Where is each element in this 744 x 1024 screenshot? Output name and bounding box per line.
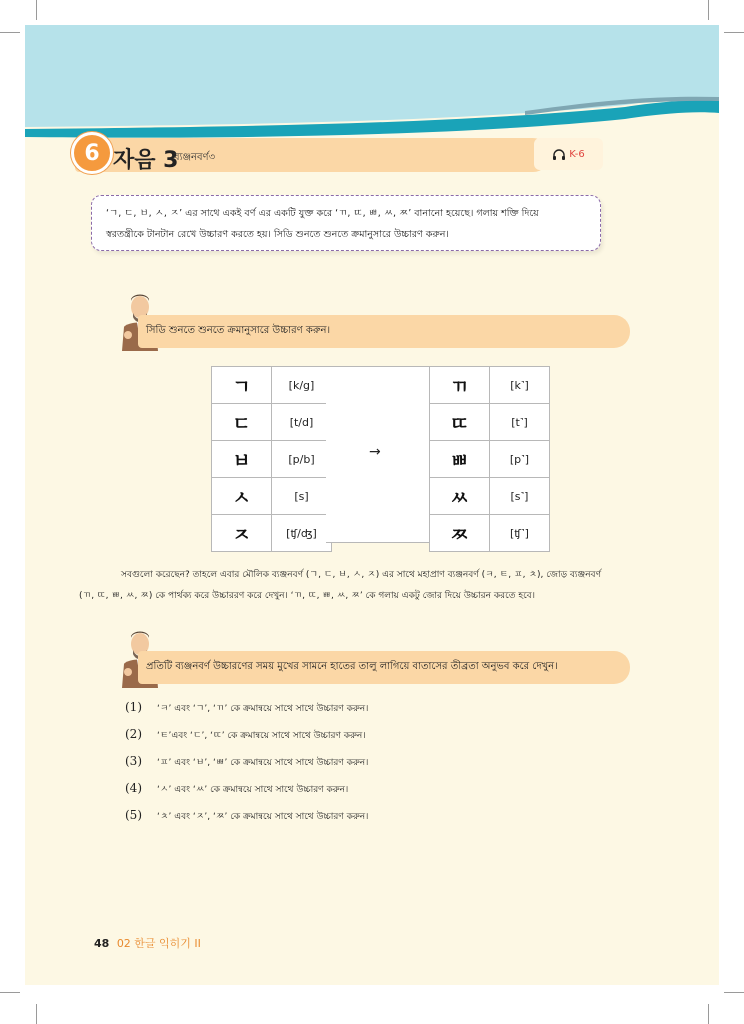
- crop-mark: [36, 0, 37, 20]
- header-wave: [25, 91, 719, 141]
- list-item: [125, 754, 625, 781]
- table-row: [212, 404, 332, 441]
- crop-mark: [724, 992, 744, 993]
- exercise-text: ‘ㅋ’ এবং ‘ㄱ’, ‘ㄲ’ কে ক্রমান্বয়ে সাথে সাথে উচ্চারণ করুন।: [157, 704, 369, 714]
- chapter-label: 02 한글 익히기 II: [116, 937, 201, 950]
- tense-consonant-table: [429, 366, 550, 552]
- consonant-cell: ㄲ: [430, 367, 490, 404]
- list-item: [125, 808, 625, 835]
- consonant-cell: ㅂ: [212, 441, 272, 478]
- consonant-cell: ㅆ: [430, 478, 490, 515]
- page-footer: [94, 935, 201, 951]
- exercise-list: [125, 700, 625, 835]
- consonant-cell: ㄸ: [430, 404, 490, 441]
- exercise-number: (3): [125, 754, 142, 768]
- phonetic-cell: [ʧ˺]: [490, 515, 550, 552]
- exercise-text: ‘ㅊ’ এবং ‘ㅈ’, ‘ㅉ’ কে ক্রমান্বয়ে সাথে সাথে উচ্চারণ করুন।: [157, 812, 369, 822]
- exercise-number: (2): [125, 727, 142, 741]
- phonetic-cell: [ʧ/ʤ]: [272, 515, 332, 552]
- phonetic-cell: [s˺]: [490, 478, 550, 515]
- instruction-text: সিডি শুনতে শুনতে ক্রমানুসারে উচ্চারণ করুন।: [146, 325, 331, 336]
- instruction-text: প্রতিটি ব্যঞ্জনবর্ণ উচ্চারণের সময় মুখের সামনে হাতের তালু লাগিয়ে বাতাসের তীব্রতা অনুভব করে দেখুন।: [146, 661, 558, 672]
- page-number: 48: [94, 937, 110, 950]
- consonant-cell: ㅉ: [430, 515, 490, 552]
- exercise-text: ‘ㅍ’ এবং ‘ㅂ’, ‘ㅃ’ কে ক্রমান্বয়ে সাথে সাথে উচ্চারণ করুন।: [157, 758, 369, 768]
- crop-mark: [0, 32, 20, 33]
- phonetic-cell: [k/g]: [272, 367, 332, 404]
- table-row: [212, 441, 332, 478]
- consonant-cell: ㄱ: [212, 367, 272, 404]
- phonetic-cell: [p/b]: [272, 441, 332, 478]
- instruction-bar: [138, 315, 630, 348]
- table-row: [430, 515, 550, 552]
- explanation-paragraph: [79, 565, 606, 607]
- headphones-icon: [552, 148, 566, 160]
- exercise-number: (5): [125, 808, 142, 822]
- table-row: [212, 367, 332, 404]
- section-subtitle: ব্যঞ্জনবর্ণ৩: [174, 152, 216, 163]
- section-title: 자음 3: [113, 148, 179, 173]
- intro-line: স্বরতন্ত্রীকে টানটান রেখে উচ্চারণ করতে হয়। সিডি শুনতে শুনতে ক্রমানুসারে উচ্চারণ করুন।: [106, 229, 449, 240]
- paragraph-line: সবগুলো করেছেন? তাহলে এবার মৌলিক ব্যঞ্জনবর্ণ (ㄱ, ㄷ, ㅂ, ㅅ, ㅈ) এর সাথে মহাপ্রাণ ব্যঞ্জনবর্ণ (ㅋ, ㅌ, ㅍ, ㅊ), জোড় ব্যঞ্জনবর্ণ: [121, 570, 602, 580]
- list-item: [125, 700, 625, 727]
- phonetic-cell: [p˺]: [490, 441, 550, 478]
- table-row: [430, 367, 550, 404]
- crop-mark: [708, 0, 709, 20]
- audio-track-label: K-6: [569, 148, 585, 160]
- instruction-bar: [138, 651, 630, 684]
- table-row: [430, 478, 550, 515]
- audio-track-tag[interactable]: [534, 138, 603, 170]
- crop-mark: [724, 32, 744, 33]
- table-row: [212, 515, 332, 552]
- paragraph-line: (ㄲ, ㄸ, ㅃ, ㅆ, ㅉ) কে পার্থক্য করে উচ্চাররণ করে দেখুন। ‘ㄲ, ㄸ, ㅃ, ㅆ, ㅉ’ কে গলায় একটু জোর দিয়ে উচ্চারন করতে হবে।: [79, 591, 535, 601]
- crop-mark: [0, 992, 20, 993]
- phonetic-cell: [k˺]: [490, 367, 550, 404]
- crop-mark: [708, 1004, 709, 1024]
- basic-consonant-table: [211, 366, 332, 552]
- intro-box: [91, 195, 601, 251]
- table-row: [212, 478, 332, 515]
- consonant-cell: ㄷ: [212, 404, 272, 441]
- exercise-text: ‘ㅌ’এবং ‘ㄷ’, ‘ㄸ’ কে ক্রমান্বয়ে সাথে সাথে উচ্চারণ করুন।: [157, 731, 366, 741]
- section-number: 6: [71, 132, 113, 174]
- list-item: [125, 727, 625, 754]
- exercise-number: (4): [125, 781, 142, 795]
- consonant-cell: ㅈ: [212, 515, 272, 552]
- arrow-icon: →: [369, 444, 381, 460]
- consonant-cell: ㅃ: [430, 441, 490, 478]
- exercise-text: ‘ㅅ’ এবং ‘ㅆ’ কে ক্রমান্বয়ে সাথে সাথে উচ্চারণ করুন।: [157, 785, 349, 795]
- phonetic-cell: [t/d]: [272, 404, 332, 441]
- exercise-number: (1): [125, 700, 142, 714]
- phonetic-cell: [t˺]: [490, 404, 550, 441]
- table-row: [430, 404, 550, 441]
- list-item: [125, 781, 625, 808]
- phonetic-cell: [s]: [272, 478, 332, 515]
- crop-mark: [36, 1004, 37, 1024]
- consonant-cell: ㅅ: [212, 478, 272, 515]
- table-row: [430, 441, 550, 478]
- intro-line: ‘ㄱ, ㄷ, ㅂ, ㅅ, ㅈ’ এর সাথে একই বর্ণ এর একটি যুক্ত করে ‘ㄲ, ㄸ, ㅃ, ㅆ, ㅉ’ বানানো হয়েছে। গলায় শক্তি দিয়ে: [106, 208, 539, 219]
